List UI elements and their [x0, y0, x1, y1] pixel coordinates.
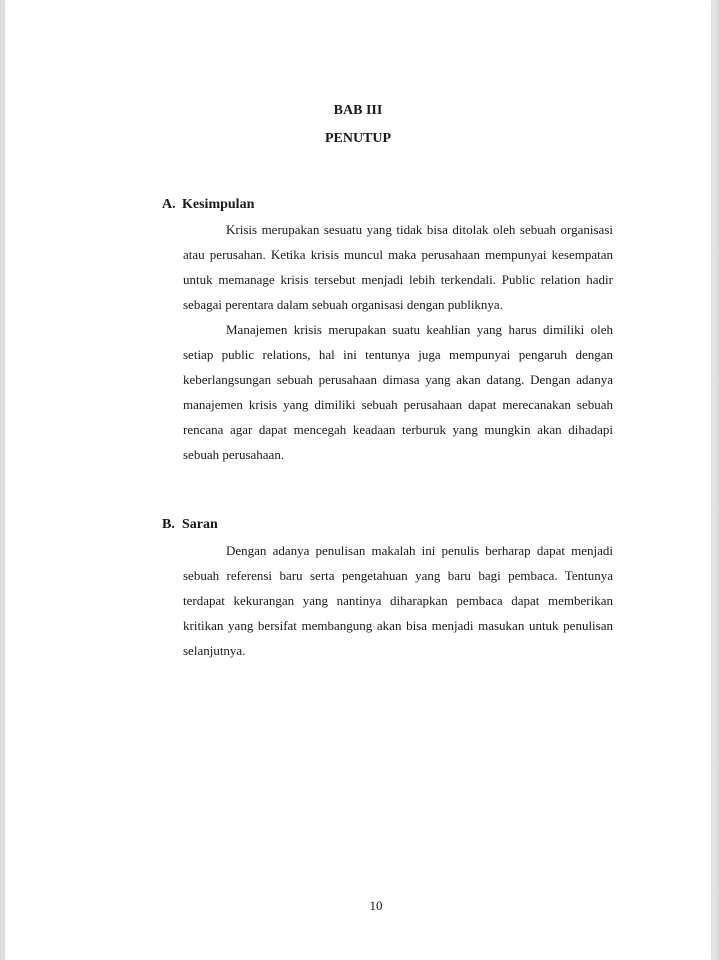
section-body-saran	[183, 538, 613, 663]
page-number: 10	[369, 898, 383, 913]
chapter-title: PENUTUP	[324, 131, 392, 146]
section-letter: A.	[162, 197, 176, 212]
chapter-number: BAB III	[333, 103, 383, 118]
document-page	[5, 0, 711, 960]
paragraph: Krisis merupakan sesuatu yang tidak bisa ditolak oleh sebuah organisasi atau perusahan. Ketika krisis muncul maka perusahaan mempunyai kesempatan untuk memanage krisis tersebut menjadi lebih terkendali. Public relation hadir sebagai perentara dalam sebuah organisasi dengan publiknya.	[183, 222, 613, 312]
section-heading-saran	[162, 517, 218, 533]
section-heading-kesimpulan	[162, 197, 254, 213]
section-letter: B.	[162, 517, 175, 532]
section-body-kesimpulan	[183, 217, 613, 467]
section-title: Kesimpulan	[182, 197, 255, 212]
paragraph: Dengan adanya penulisan makalah ini penulis berharap dapat menjadi sebuah referensi baru serta pengetahuan yang baru bagi pembaca. Tentunya terdapat kekurangan yang nantinya diharapkan pembaca dapat memberikan kritikan yang bersifat membangung akan bisa menjadi masukan untuk penulisan selanjutnya.	[183, 543, 613, 658]
paragraph: Manajemen krisis merupakan suatu keahlian yang harus dimiliki oleh setiap public relations, hal ini tentunya juga mempunyai pengaruh dengan keberlangsungan sebuah perusahaan dimasa yang akan datang. Dengan adanya manajemen krisis yang dimiliki sebuah perusahaan dapat merecanakan sebuah rencana agar dapat mencegah keadaan terburuk yang mungkin akan dihadapi sebuah perusahaan.	[183, 322, 613, 462]
section-title: Saran	[182, 517, 218, 532]
